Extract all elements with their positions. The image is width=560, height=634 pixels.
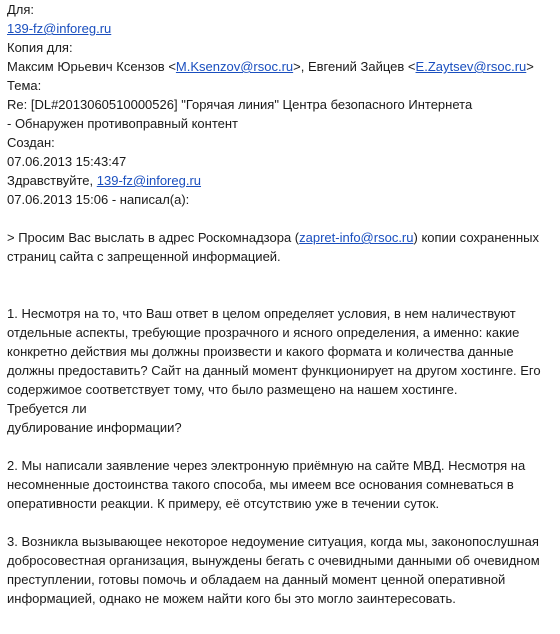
paragraph-3	[7, 532, 555, 608]
cc-row	[7, 57, 555, 76]
wrote-line: 07.06.2013 15:06 - написал(а):	[7, 192, 190, 207]
quote-text-2: ) копии сохраненных	[413, 230, 539, 245]
cc-end: >	[526, 59, 534, 74]
spacer	[7, 513, 555, 532]
paragraph-line: Требуется ли	[7, 401, 87, 416]
created-value: 07.06.2013 15:43:47	[7, 154, 127, 169]
created-label: Создан:	[7, 135, 55, 150]
paragraph-line: оперативности реакции. К примеру, её отсутствию уже в течении суток.	[7, 496, 440, 511]
spacer	[7, 209, 555, 228]
cc-email-2-link[interactable]: E.Zaytsev@rsoc.ru	[415, 59, 527, 74]
paragraph-line: информацией, однако не можем найти кого бы это могло заинтересовать.	[7, 591, 456, 606]
to-email-link[interactable]: 139-fz@inforeg.ru	[7, 21, 112, 36]
spacer	[7, 285, 555, 304]
quote-text-1: > Просим Вас выслать в адрес Роскомнадзора (	[7, 230, 300, 245]
greeting-email-link[interactable]: 139-fz@inforeg.ru	[96, 173, 202, 188]
cc-name-1: Максим Юрьевич Ксензов <	[7, 59, 176, 74]
paragraph-line: несомненные достоинства такого способа, мы имеем все основания сомневаться в	[7, 477, 514, 492]
subject-line-1: Re: [DL#2013060510000526] "Горячая линия" Центра безопасного Интернета	[7, 97, 473, 112]
paragraph-line: отдельные аспекты, требующие прозрачного и ясного определения, а именно: какие	[7, 325, 520, 340]
paragraph-line: добросовестная организация, вынуждены бегать с очевидными данными об очевидном	[7, 553, 540, 568]
paragraph-line: должны предоставить? Сайт на данный момент функционирует на другом хостинге. Его	[7, 363, 541, 378]
subject-line-2: - Обнаружен противоправный контент	[7, 116, 238, 131]
paragraph-line: 3. Возникла вызывающее некоторое недоумение ситуация, когда мы, законопослушная	[7, 534, 539, 549]
paragraph-line: конкретно действия мы должны произвести и какого формата и количества данные	[7, 344, 514, 359]
to-row	[7, 19, 555, 38]
paragraph-line: преступлении, готовы помочь и обладаем на данный момент ценной оперативной	[7, 572, 506, 587]
quote-line-1	[7, 228, 555, 247]
quote-line-2: страниц сайта с запрещенной информацией.	[7, 249, 281, 264]
email-message	[7, 0, 555, 608]
greeting-row	[7, 171, 555, 190]
greeting-text: Здравствуйте,	[7, 173, 97, 188]
paragraph-1	[7, 304, 555, 437]
spacer	[7, 437, 555, 456]
spacer	[7, 266, 555, 285]
paragraph-line: содержимое соответствует тому, что было размещено на нашем хостинге.	[7, 382, 458, 397]
cc-label: Копия для:	[7, 40, 73, 55]
cc-separator: >, Евгений Зайцев <	[293, 59, 416, 74]
paragraph-line: дублирование информации?	[7, 420, 182, 435]
to-label: Для:	[7, 2, 35, 17]
quote-email-link[interactable]: zapret-info@rsoc.ru	[299, 230, 414, 245]
cc-email-1-link[interactable]: M.Ksenzov@rsoc.ru	[175, 59, 294, 74]
subject-label: Тема:	[7, 78, 42, 93]
paragraph-2	[7, 456, 555, 513]
paragraph-line: 1. Несмотря на то, что Ваш ответ в целом определяет условия, в нем наличествуют	[7, 306, 516, 321]
paragraph-line: 2. Мы написали заявление через электронную приёмную на сайте МВД. Несмотря на	[7, 458, 526, 473]
